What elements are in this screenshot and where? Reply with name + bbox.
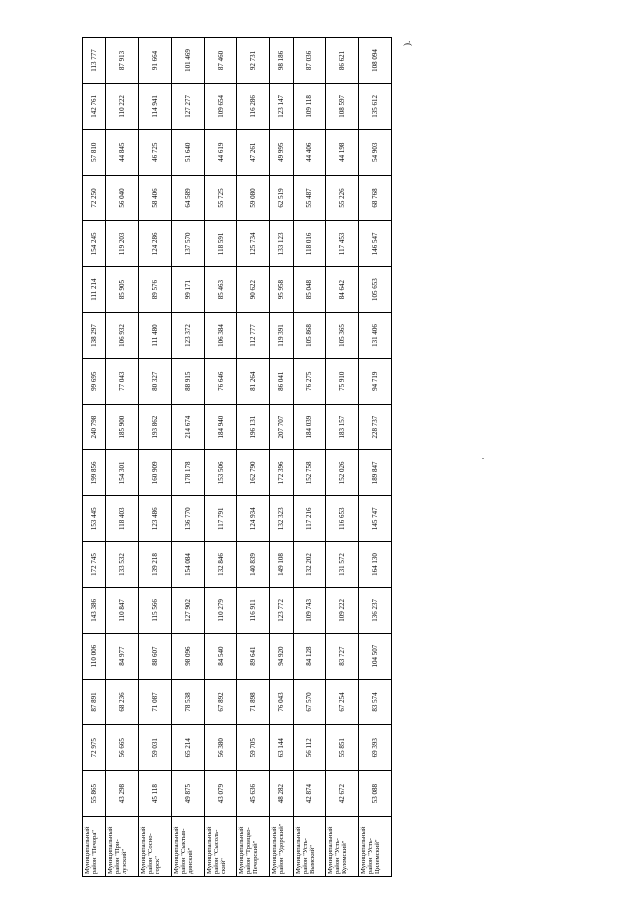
value-cell: 53 088 <box>359 771 392 817</box>
value-cell: 83 727 <box>326 633 359 679</box>
value-cell: 172 745 <box>83 542 106 588</box>
value-cell: 117 791 <box>204 496 237 542</box>
value-cell: 228 737 <box>359 404 392 450</box>
value-cell: 117 216 <box>293 496 326 542</box>
value-cell: 76 275 <box>293 358 326 404</box>
value-cell: 137 570 <box>171 221 204 267</box>
value-cell: 135 612 <box>359 84 392 130</box>
value-cell: 71 898 <box>237 679 270 725</box>
table-row <box>326 38 359 877</box>
table-row <box>139 38 172 877</box>
value-cell: 56 112 <box>293 725 326 771</box>
value-cell: 56 380 <box>204 725 237 771</box>
value-cell: 145 747 <box>359 496 392 542</box>
value-cell: 85 048 <box>293 267 326 313</box>
district-name-cell: Муниципальный район "Сыктыв-динский" <box>171 817 204 877</box>
district-name-cell: Муниципальный район "Сосно-горск" <box>139 817 172 877</box>
rotated-table-wrapper <box>82 37 392 877</box>
value-cell: 88 915 <box>171 358 204 404</box>
value-cell: 90 622 <box>237 267 270 313</box>
value-cell: 48 282 <box>270 771 293 817</box>
value-cell: 98 186 <box>270 38 293 84</box>
value-cell: 59 705 <box>237 725 270 771</box>
value-cell: 65 214 <box>171 725 204 771</box>
value-cell: 124 286 <box>139 221 172 267</box>
value-cell: 127 277 <box>171 84 204 130</box>
value-cell: 152 026 <box>326 450 359 496</box>
value-cell: 149 108 <box>270 542 293 588</box>
value-cell: 123 772 <box>270 587 293 633</box>
value-cell: 98 096 <box>171 633 204 679</box>
value-cell: 55 487 <box>293 175 326 221</box>
value-cell: 83 574 <box>359 679 392 725</box>
value-cell: 154 084 <box>171 542 204 588</box>
value-cell: 111 480 <box>139 313 172 359</box>
value-cell: 178 178 <box>171 450 204 496</box>
value-cell: 109 118 <box>293 84 326 130</box>
value-cell: 118 403 <box>106 496 139 542</box>
value-cell: 91 664 <box>139 38 172 84</box>
value-cell: 154 245 <box>83 221 106 267</box>
value-cell: 63 144 <box>270 725 293 771</box>
value-cell: 85 905 <box>106 267 139 313</box>
value-cell: 185 900 <box>106 404 139 450</box>
value-cell: 86 621 <box>326 38 359 84</box>
value-cell: 76 043 <box>270 679 293 725</box>
value-cell: 183 157 <box>326 404 359 450</box>
table-row <box>204 38 237 877</box>
district-name-cell: Муниципальный район "Усть-Куломский" <box>326 817 359 877</box>
value-cell: 84 128 <box>293 633 326 679</box>
value-cell: 99 695 <box>83 358 106 404</box>
district-name-cell: Муниципальный район "Усть-Цилемский" <box>359 817 392 877</box>
value-cell: 199 856 <box>83 450 106 496</box>
value-cell: 55 725 <box>204 175 237 221</box>
value-cell: 108 597 <box>326 84 359 130</box>
value-cell: 49 875 <box>171 771 204 817</box>
value-cell: 119 203 <box>106 221 139 267</box>
value-cell: 71 087 <box>139 679 172 725</box>
value-cell: 43 079 <box>204 771 237 817</box>
value-cell: 184 940 <box>204 404 237 450</box>
value-cell: 72 975 <box>83 725 106 771</box>
value-cell: 160 909 <box>139 450 172 496</box>
value-cell: 124 934 <box>237 496 270 542</box>
value-cell: 123 486 <box>139 496 172 542</box>
value-cell: 118 591 <box>204 221 237 267</box>
value-cell: 162 790 <box>237 450 270 496</box>
district-name-cell: Муниципальный район "При-лузский" <box>106 817 139 877</box>
value-cell: 44 619 <box>204 129 237 175</box>
value-cell: 68 236 <box>106 679 139 725</box>
value-cell: 109 222 <box>326 587 359 633</box>
value-cell: 49 995 <box>270 129 293 175</box>
value-cell: 105 653 <box>359 267 392 313</box>
value-cell: 104 507 <box>359 633 392 679</box>
value-cell: 68 768 <box>359 175 392 221</box>
value-cell: 113 777 <box>83 38 106 84</box>
value-cell: 89 641 <box>237 633 270 679</box>
value-cell: 123 372 <box>171 313 204 359</box>
value-cell: 84 977 <box>106 633 139 679</box>
value-cell: 110 006 <box>83 633 106 679</box>
value-cell: 55 851 <box>326 725 359 771</box>
value-cell: 72 250 <box>83 175 106 221</box>
value-cell: 146 547 <box>359 221 392 267</box>
value-cell: 117 453 <box>326 221 359 267</box>
value-cell: 123 147 <box>270 84 293 130</box>
value-cell: 59 031 <box>139 725 172 771</box>
value-cell: 45 118 <box>139 771 172 817</box>
value-cell: 44 845 <box>106 129 139 175</box>
value-cell: 153 445 <box>83 496 106 542</box>
value-cell: 133 123 <box>270 221 293 267</box>
value-cell: 125 734 <box>237 221 270 267</box>
value-cell: 89 576 <box>139 267 172 313</box>
value-cell: 189 847 <box>359 450 392 496</box>
value-cell: 59 080 <box>237 175 270 221</box>
value-cell: 143 386 <box>83 587 106 633</box>
value-cell: 86 041 <box>270 358 293 404</box>
value-cell: 87 891 <box>83 679 106 725</box>
value-cell: 81 264 <box>237 358 270 404</box>
value-cell: 87 036 <box>293 38 326 84</box>
district-name-cell: Муниципальный район "Удорский" <box>270 817 293 877</box>
value-cell: 55 226 <box>326 175 359 221</box>
value-cell: 43 298 <box>106 771 139 817</box>
value-cell: 54 903 <box>359 129 392 175</box>
value-cell: 132 202 <box>293 542 326 588</box>
value-cell: 109 743 <box>293 587 326 633</box>
table-row <box>83 38 106 877</box>
value-cell: 57 810 <box>83 129 106 175</box>
value-cell: 46 725 <box>139 129 172 175</box>
value-cell: 78 538 <box>171 679 204 725</box>
value-cell: 133 532 <box>106 542 139 588</box>
value-cell: 110 847 <box>106 587 139 633</box>
value-cell: 119 391 <box>270 313 293 359</box>
value-cell: 44 406 <box>293 129 326 175</box>
value-cell: 172 396 <box>270 450 293 496</box>
value-cell: 139 218 <box>139 542 172 588</box>
value-cell: 196 131 <box>237 404 270 450</box>
value-cell: 42 874 <box>293 771 326 817</box>
value-cell: 92 731 <box>237 38 270 84</box>
value-cell: 106 932 <box>106 313 139 359</box>
scan-speck <box>482 458 484 459</box>
value-cell: 67 892 <box>204 679 237 725</box>
value-cell: 193 862 <box>139 404 172 450</box>
value-cell: 110 279 <box>204 587 237 633</box>
table-row <box>359 38 392 877</box>
value-cell: 115 566 <box>139 587 172 633</box>
value-cell: 131 406 <box>359 313 392 359</box>
value-cell: 240 798 <box>83 404 106 450</box>
value-cell: 56 665 <box>106 725 139 771</box>
district-name-cell: Муниципальный район "Печора" <box>83 817 106 877</box>
value-cell: 99 171 <box>171 267 204 313</box>
value-cell: 154 301 <box>106 450 139 496</box>
value-cell: 42 672 <box>326 771 359 817</box>
table-row <box>270 38 293 877</box>
value-cell: 112 777 <box>237 313 270 359</box>
closing-punctuation: ). <box>402 40 412 46</box>
value-cell: 110 222 <box>106 84 139 130</box>
table-row <box>171 38 204 877</box>
table-row <box>237 38 270 877</box>
value-cell: 136 770 <box>171 496 204 542</box>
value-cell: 116 911 <box>237 587 270 633</box>
value-cell: 132 846 <box>204 542 237 588</box>
district-name-cell: Муниципальный район "Троицко-Печорский" <box>237 817 270 877</box>
value-cell: 87 913 <box>106 38 139 84</box>
value-cell: 114 941 <box>139 84 172 130</box>
value-cell: 214 674 <box>171 404 204 450</box>
value-cell: 116 286 <box>237 84 270 130</box>
value-cell: 106 384 <box>204 313 237 359</box>
value-cell: 95 958 <box>270 267 293 313</box>
value-cell: 184 039 <box>293 404 326 450</box>
value-cell: 62 519 <box>270 175 293 221</box>
value-cell: 67 570 <box>293 679 326 725</box>
value-cell: 45 636 <box>237 771 270 817</box>
value-cell: 84 642 <box>326 267 359 313</box>
value-cell: 111 214 <box>83 267 106 313</box>
value-cell: 87 460 <box>204 38 237 84</box>
value-cell: 164 130 <box>359 542 392 588</box>
district-name-cell: Муниципальный район "Сысоль-ский" <box>204 817 237 877</box>
value-cell: 109 654 <box>204 84 237 130</box>
value-cell: 116 653 <box>326 496 359 542</box>
table-row <box>106 38 139 877</box>
value-cell: 56 040 <box>106 175 139 221</box>
value-cell: 64 589 <box>171 175 204 221</box>
value-cell: 75 910 <box>326 358 359 404</box>
value-cell: 94 920 <box>270 633 293 679</box>
value-cell: 136 237 <box>359 587 392 633</box>
value-cell: 105 868 <box>293 313 326 359</box>
value-cell: 77 043 <box>106 358 139 404</box>
value-cell: 105 365 <box>326 313 359 359</box>
district-name-cell: Муниципальный район "Усть-Вымский" <box>293 817 326 877</box>
table-row <box>293 38 326 877</box>
value-cell: 51 640 <box>171 129 204 175</box>
table-body <box>83 38 392 877</box>
data-table <box>82 37 392 877</box>
value-cell: 84 540 <box>204 633 237 679</box>
value-cell: 207 707 <box>270 404 293 450</box>
value-cell: 152 758 <box>293 450 326 496</box>
value-cell: 47 261 <box>237 129 270 175</box>
value-cell: 55 865 <box>83 771 106 817</box>
value-cell: 127 902 <box>171 587 204 633</box>
value-cell: 118 016 <box>293 221 326 267</box>
value-cell: 67 254 <box>326 679 359 725</box>
value-cell: 94 719 <box>359 358 392 404</box>
value-cell: 132 323 <box>270 496 293 542</box>
value-cell: 101 469 <box>171 38 204 84</box>
value-cell: 140 839 <box>237 542 270 588</box>
value-cell: 58 406 <box>139 175 172 221</box>
value-cell: 76 646 <box>204 358 237 404</box>
value-cell: 80 327 <box>139 358 172 404</box>
value-cell: 69 393 <box>359 725 392 771</box>
value-cell: 153 506 <box>204 450 237 496</box>
value-cell: 142 761 <box>83 84 106 130</box>
value-cell: 85 463 <box>204 267 237 313</box>
value-cell: 108 094 <box>359 38 392 84</box>
value-cell: 138 297 <box>83 313 106 359</box>
value-cell: 131 572 <box>326 542 359 588</box>
value-cell: 88 607 <box>139 633 172 679</box>
value-cell: 44 198 <box>326 129 359 175</box>
